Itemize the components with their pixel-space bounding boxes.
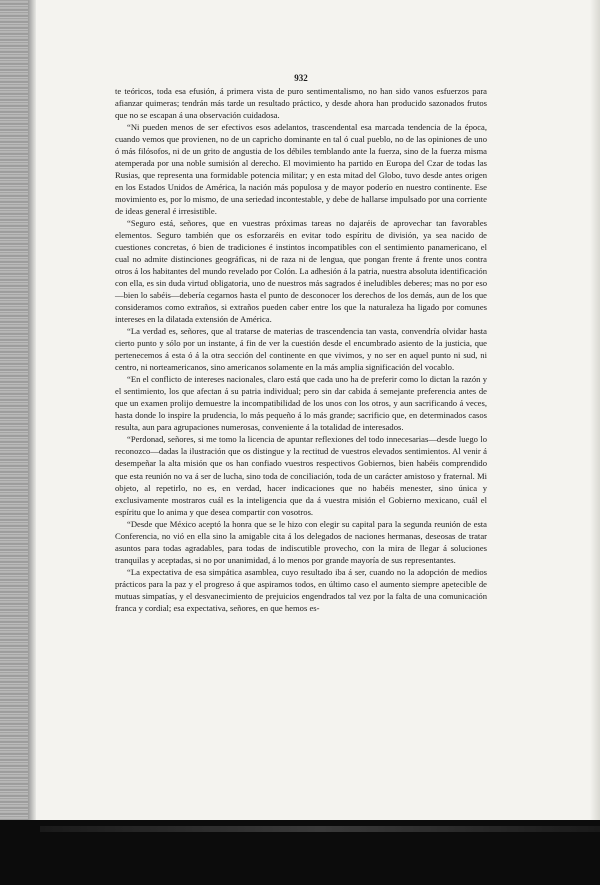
paragraph: te teóricos, toda esa efusión, á primera vista de puro sentimentalismo, no han sido vanos esfuerzos para afianzar quimeras; tendrán más tarde un resultado práctico, y desde ahora han producido sazonados frutos que no se escapan á una observación cuidadosa. [115, 86, 487, 121]
paragraph: “La verdad es, señores, que al tratarse de materias de trascendencia tan vasta, convendría olvidar hasta cierto punto y sólo por un instante, á fin de ver la cuestión desde el encumbrado asiento de la justicia, que pertenecemos á esta ó á la otra sección del continente en que vivimos, y no ser en aquel punto ni sud, ni centro, ni norteamericanos, sino americanos solamente en la más amplia significación del vocablo. [115, 326, 487, 373]
paragraph: “Perdonad, señores, si me tomo la licencia de apuntar reflexiones del todo innecesarias—desde luego lo reconozco—dadas la ilustración que os distingue y la rectitud de vuestros elevados sentimientos. Al venir á desempeñar la alta misión que os han confiado vuestros respectivos Gobiernos, bien habéis comprendido que esta reunión no va á ser de lucha, sino toda de conciliación, toda de un carácter amistoso y fraternal. Mi objeto, al repetirlo, no es, en verdad, hacer indicaciones que no habéis menester, sino única y exclusivamente mostraros cuál es la inteligencia que da á vuestra misión el Gobierno mexicano, cuál el espíritu que lo anima y que desea compartir con vosotros. [115, 434, 487, 517]
paragraph: “La expectativa de esa simpática asamblea, cuyo resultado iba á ser, cuando no la adopción de medios prácticos para la paz y el progreso á que aspiramos todos, en último caso el aumento siempre apetecible de mutuas simpatías, y el desvanecimiento de prejuicios engendrados tal vez por la falta de una comunicación franca y cordial; esa expectativa, señores, en que hemos es- [115, 566, 487, 613]
scan-border-left [0, 0, 30, 885]
scan-border-bottom-highlight [40, 826, 600, 832]
scan-page-edge [28, 0, 36, 885]
paragraph: “Desde que México aceptó la honra que se le hizo con elegir su capital para la segunda reunión de esta Conferencia, no vió en ella sino la amigable cita á los delegados de naciones hermanas, deseosas de tratar asuntos para todas agradables, para todas de indiscutible provecho, con la mira de llegar á soluciones tranquilas y aceptadas, si no por unanimidad, á lo menos por grande mayoría de sus representantes. [115, 518, 487, 565]
paragraph: “Seguro está, señores, que en vuestras próximas tareas no dajaréis de aprovechar tan favorables elementos. Seguro también que os esforzaréis en evitar todo espíritu de división, ya sea nacido de cuestiones concretas, ó bien de tradiciones é instintos incompatibles con el sentimiento panamericano, el cual no admite distinciones geográficas, ni de raza ni de lengua, que pongan frente á frente unos contra otros á los habitantes del mundo revelado por Colón. La adhesión á la patria, nuestra absoluta identificación con ella, es sin duda virtud obligatoria, uno de nuestros más sagrados é ineludibles deberes; mas no por eso—bien lo sabéis—debería cegarnos hasta el punto de desconocer los derechos de los demás, aun de los que consideramos como extraños, si extraños pueden caber entre los que la naturaleza ha ligado por comunes intereses en la dilatada extensión de América. [115, 218, 487, 325]
paragraph: “Ni pueden menos de ser efectivos esos adelantos, trascendental esa marcada tendencia de la época, cuando vemos que provienen, no de un capricho dominante en tal ó cual pueblo, no de las opiniones de uno ó más filósofos, ni de un grito de angustia de los débiles temblando ante la fuerza, sino de la fuerza misma atemperada por una noble sumisión al derecho. El movimiento ha partido en Europa del Czar de todas las Rusias, que representa una formidable potencia militar; y en esta mitad del Globo, tuvo desde antes origen en los Estados Unidos de América, la nación más populosa y de mayor poderío en nuestro continente. Ese movimiento es, por lo mismo, de una seriedad incontestable, y debe de hallarse impulsado por una corriente de ideas general é irresistible. [115, 122, 487, 217]
scan-border-right [590, 0, 600, 820]
document-page [115, 73, 487, 614]
paragraph: “En el conflicto de intereses nacionales, claro está que cada uno ha de preferir como lo dictan la razón y el sentimiento, los que afectan á su patria individual; pero sin dar cabida á semejante preferencia antes de que un examen prolijo demuestre la incompatibilidad de los unos con los otros, y aun sacrificando á veces, hasta donde lo inspire la prudencia, lo más pequeño á lo más grande; sacrificio que, en determinados casos resulta, aun para agrupaciones numerosas, conveniente á la totalidad de interesados. [115, 374, 487, 433]
page-number: 932 [294, 73, 308, 83]
